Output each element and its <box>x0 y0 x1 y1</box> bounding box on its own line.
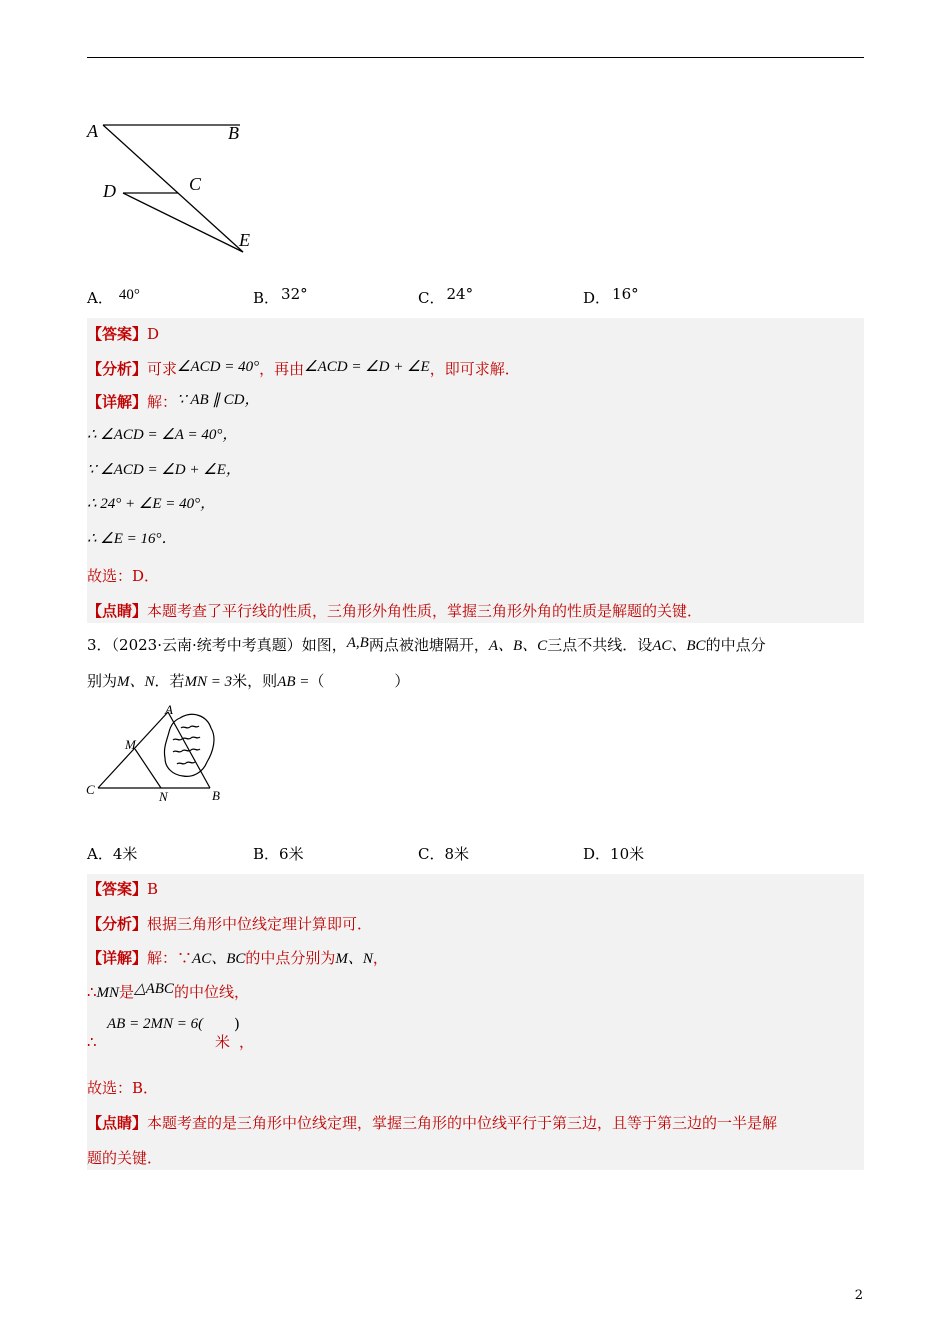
pond-wave <box>173 749 200 752</box>
detail-tag: 【详解】 <box>87 393 148 411</box>
stem-text: （2023·云南·统考中考真题）如图， <box>111 636 347 654</box>
analysis-text: ，再由 <box>259 360 305 378</box>
q2-detail-line: ∵ ∠ACD = ∠D + ∠E， <box>87 462 241 478</box>
q3-solution-box <box>87 874 864 1170</box>
q3-detail-line2 <box>87 982 249 1003</box>
figure-pond-triangle <box>85 702 235 807</box>
option-letter: C． <box>418 845 445 863</box>
q2-answer <box>87 324 159 344</box>
option-value: 8米 <box>444 845 470 863</box>
q3-analysis <box>87 914 372 934</box>
q3-stem-line1 <box>87 635 766 656</box>
option-value: 4米 <box>112 845 138 863</box>
detail-text: ∴ <box>87 1033 97 1051</box>
detail-unit: 米 <box>215 1033 231 1051</box>
q2-choice: 故选：D． <box>87 567 160 585</box>
stem-text: 米，则 <box>232 672 278 690</box>
analysis-formula: ∠ACD = 40° <box>177 359 260 375</box>
detail-formula: MN <box>96 985 120 1001</box>
answer-tag: 【答案】 <box>87 880 148 898</box>
comment-tag: 【点睛】 <box>87 602 148 620</box>
q3-option-c <box>418 844 469 864</box>
page-number: 2 <box>854 1288 863 1303</box>
label-e: E <box>239 230 250 250</box>
q2-comment <box>87 601 702 621</box>
q2-solution-box <box>87 318 864 623</box>
detail-text: ， <box>372 949 388 967</box>
analysis-text: 根据三角形中位线定理计算即可． <box>147 915 373 933</box>
detail-formula: AB = 2MN = 6( <box>107 1016 204 1032</box>
stem-text: 三点不共线．设 <box>547 636 653 654</box>
analysis-formula: ∠ACD = ∠D + ∠E <box>304 359 430 375</box>
comment-tag: 【点睛】 <box>87 1114 148 1132</box>
detail-tag: 【详解】 <box>87 949 148 967</box>
q3-option-a <box>87 844 137 864</box>
stem-text: （ <box>309 672 325 690</box>
pond-wave <box>173 737 200 740</box>
option-value: 6米 <box>279 845 304 863</box>
q3-comment-line1 <box>87 1113 777 1133</box>
segment-ae <box>103 125 243 252</box>
label-a: A <box>87 121 98 141</box>
detail-text: 的中位线， <box>173 983 249 1001</box>
option-letter: D． <box>583 289 611 307</box>
q3-answer <box>87 879 158 899</box>
stem-text: 别为 <box>87 672 118 690</box>
q2-option-d <box>583 285 639 308</box>
segment-mn <box>135 749 161 788</box>
option-value: 10米 <box>610 845 645 863</box>
option-letter: A． <box>87 845 113 863</box>
label-n: N <box>159 789 168 804</box>
option-value: 16° <box>612 285 639 303</box>
label-b: B <box>212 788 220 803</box>
detail-formula: ∵ AB ∥ CD， <box>177 392 260 408</box>
label-d: D <box>103 181 116 201</box>
label-b: B <box>228 123 239 143</box>
stem-formula: MN = 3 <box>184 674 233 690</box>
segment-de <box>123 193 243 252</box>
analysis-tag: 【分析】 <box>87 915 148 933</box>
stem-formula: M、N <box>117 674 155 690</box>
q3-option-d <box>583 844 644 864</box>
stem-formula: AB = <box>277 674 310 690</box>
q3-choice: 故选：B． <box>87 1079 159 1097</box>
option-letter: B． <box>253 845 280 863</box>
q2-detail-line: ∴ 24° + ∠E = 40°， <box>87 496 216 512</box>
comment-text: 本题考查的是三角形中位线定理，掌握三角形的中位线平行于第三边，且等于第三边的一半是解 <box>147 1114 778 1132</box>
stem-text: ） <box>394 672 410 690</box>
detail-formula: △ABC <box>134 981 174 997</box>
q2-analysis <box>87 359 520 380</box>
detail-text: 解：∵ <box>147 949 193 967</box>
q3-stem-line2 <box>87 671 409 692</box>
q3-comment-line2: 题的关键． <box>87 1149 163 1167</box>
q2-option-c <box>418 285 474 308</box>
pond-wave <box>181 726 199 728</box>
label-m: M <box>125 737 136 752</box>
stem-text: 两点被池塘隔开， <box>368 636 489 654</box>
analysis-tag: 【分析】 <box>87 360 148 378</box>
analysis-text: 可求 <box>147 360 178 378</box>
detail-text: ∴ <box>87 983 97 1001</box>
detail-formula: M、N <box>335 951 373 967</box>
stem-formula: A、B、C <box>488 638 548 654</box>
pond-outline <box>164 714 214 776</box>
analysis-text: ，即可求解． <box>429 360 520 378</box>
q2-option-b <box>253 285 308 308</box>
option-letter: D． <box>583 845 611 863</box>
figure-parallel-lines <box>85 115 265 260</box>
q3-detail-line3 <box>87 1014 287 1050</box>
detail-text: ， <box>239 1033 255 1051</box>
option-value: 32° <box>281 285 308 303</box>
detail-text: 的中点分别为 <box>245 949 336 967</box>
stem-text: 的中点分 <box>705 636 766 654</box>
label-c: C <box>189 174 202 194</box>
comment-text: 本题考查了平行线的性质，三角形外角性质，掌握三角形外角的性质是解题的关键． <box>147 602 703 620</box>
detail-formula: ) <box>234 1015 240 1033</box>
answer-text: D <box>147 325 160 343</box>
option-letter: C． <box>418 289 445 307</box>
q2-detail-intro <box>87 392 260 413</box>
stem-text: ．若 <box>154 672 185 690</box>
option-letter: B． <box>253 289 280 307</box>
label-a: A <box>165 702 173 717</box>
stem-formula: AC、BC <box>652 638 706 654</box>
answer-tag: 【答案】 <box>87 325 148 343</box>
q2-option-a <box>87 288 140 309</box>
question-number: 3． <box>87 636 112 654</box>
option-value: 24° <box>446 285 474 303</box>
stem-formula: A,B <box>346 635 369 651</box>
answer-text: B <box>147 880 159 898</box>
detail-text: 解： <box>147 393 178 411</box>
q2-detail-line: ∴ ∠ACD = ∠A = 40°， <box>87 427 238 443</box>
pond-wave <box>177 762 195 764</box>
q3-option-b <box>253 844 304 864</box>
option-value: 40° <box>118 287 140 303</box>
detail-formula: AC、BC <box>192 951 246 967</box>
detail-text: 是 <box>119 983 135 1001</box>
q2-detail-line: ∴ ∠E = 16°． <box>87 531 177 547</box>
q3-detail-line1 <box>87 948 388 969</box>
header-rule <box>87 57 864 58</box>
label-c: C <box>86 782 95 797</box>
option-letter: A． <box>87 289 113 307</box>
